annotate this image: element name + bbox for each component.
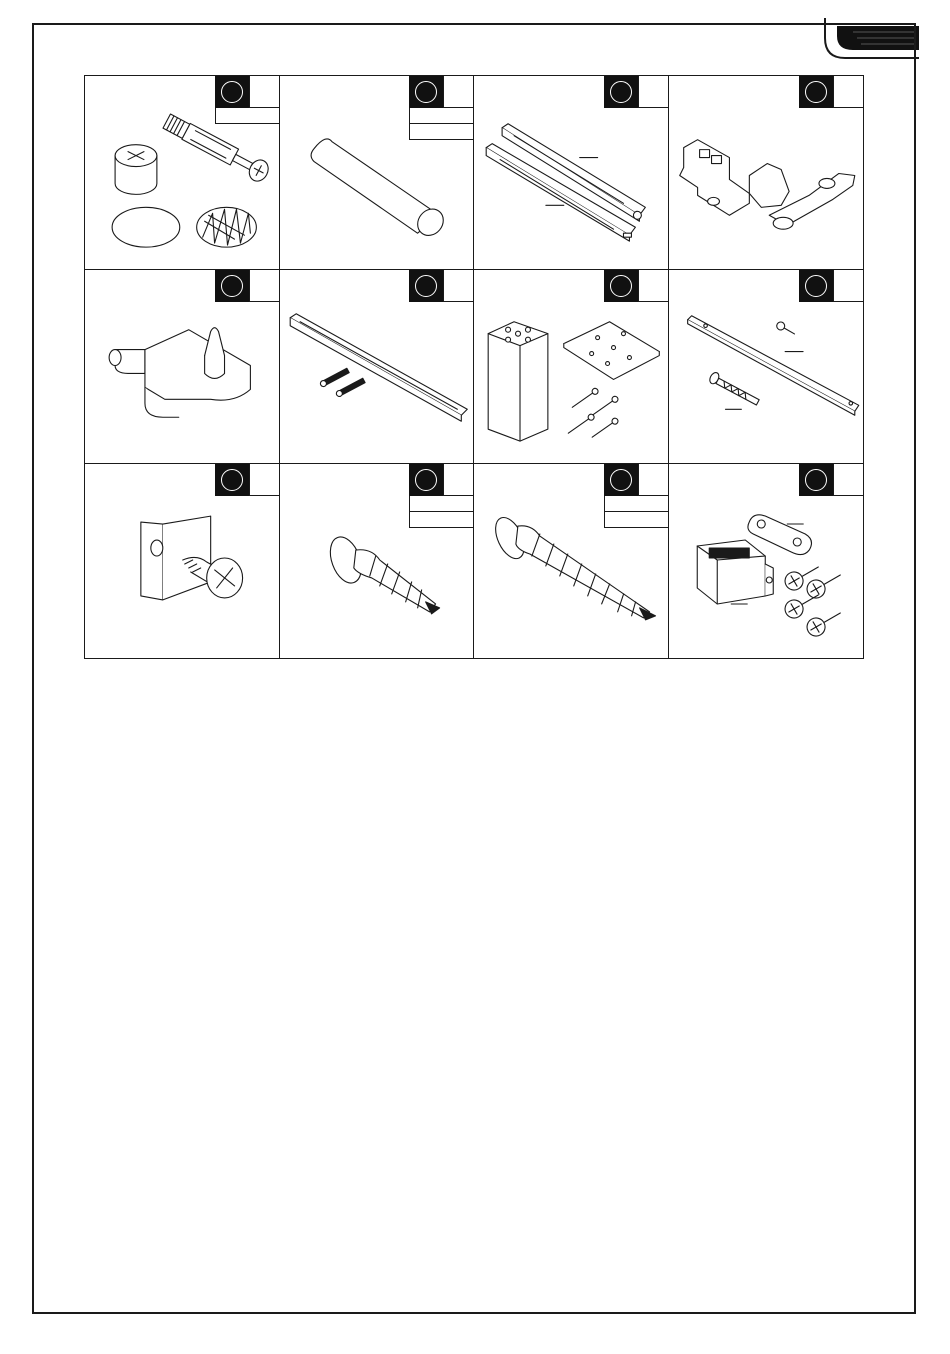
part-cell-cam-lock (85, 76, 280, 270)
part-number-badge (799, 464, 833, 496)
part-number-badge (409, 270, 443, 302)
part-number-badge (409, 76, 443, 108)
part-cell-wall-bracket (669, 270, 864, 464)
quantity-box (638, 464, 668, 496)
part-number-badge (604, 464, 638, 496)
part-cell-shelf-support (85, 270, 280, 464)
label-line (604, 496, 668, 512)
part-number-badge (799, 270, 833, 302)
quantity-box (443, 464, 473, 496)
part-number-badge (215, 270, 249, 302)
quantity-box (833, 270, 863, 302)
label-line (409, 496, 473, 512)
label-line (409, 512, 473, 528)
part-cell-drawer-slide (474, 76, 669, 270)
quantity-box (833, 76, 863, 108)
part-number-badge (604, 270, 638, 302)
quantity-box (638, 76, 668, 108)
part-cell-leg-plate (474, 270, 669, 464)
part-number-badge (799, 76, 833, 108)
quantity-box (249, 464, 279, 496)
quantity-box (833, 464, 863, 496)
quantity-box (443, 270, 473, 302)
part-cell-corner-bracket (85, 464, 280, 658)
part-number-badge (215, 76, 249, 108)
quantity-box (249, 76, 279, 108)
quantity-box (249, 270, 279, 302)
part-cell-magnetic-catch (669, 464, 864, 658)
part-number-badge (409, 464, 443, 496)
part-number-badge (604, 76, 638, 108)
part-number-badge (215, 464, 249, 496)
quantity-box (638, 270, 668, 302)
part-cell-long-screw (474, 464, 669, 658)
hardware-parts-grid (84, 75, 864, 659)
part-cell-handle-rail (280, 270, 475, 464)
label-line (215, 108, 279, 124)
part-cell-short-screw (280, 464, 475, 658)
part-cell-dowel (280, 76, 475, 270)
part-cell-hinge (669, 76, 864, 270)
label-line (409, 124, 473, 140)
quantity-box (443, 76, 473, 108)
label-line (604, 512, 668, 528)
label-line (409, 108, 473, 124)
